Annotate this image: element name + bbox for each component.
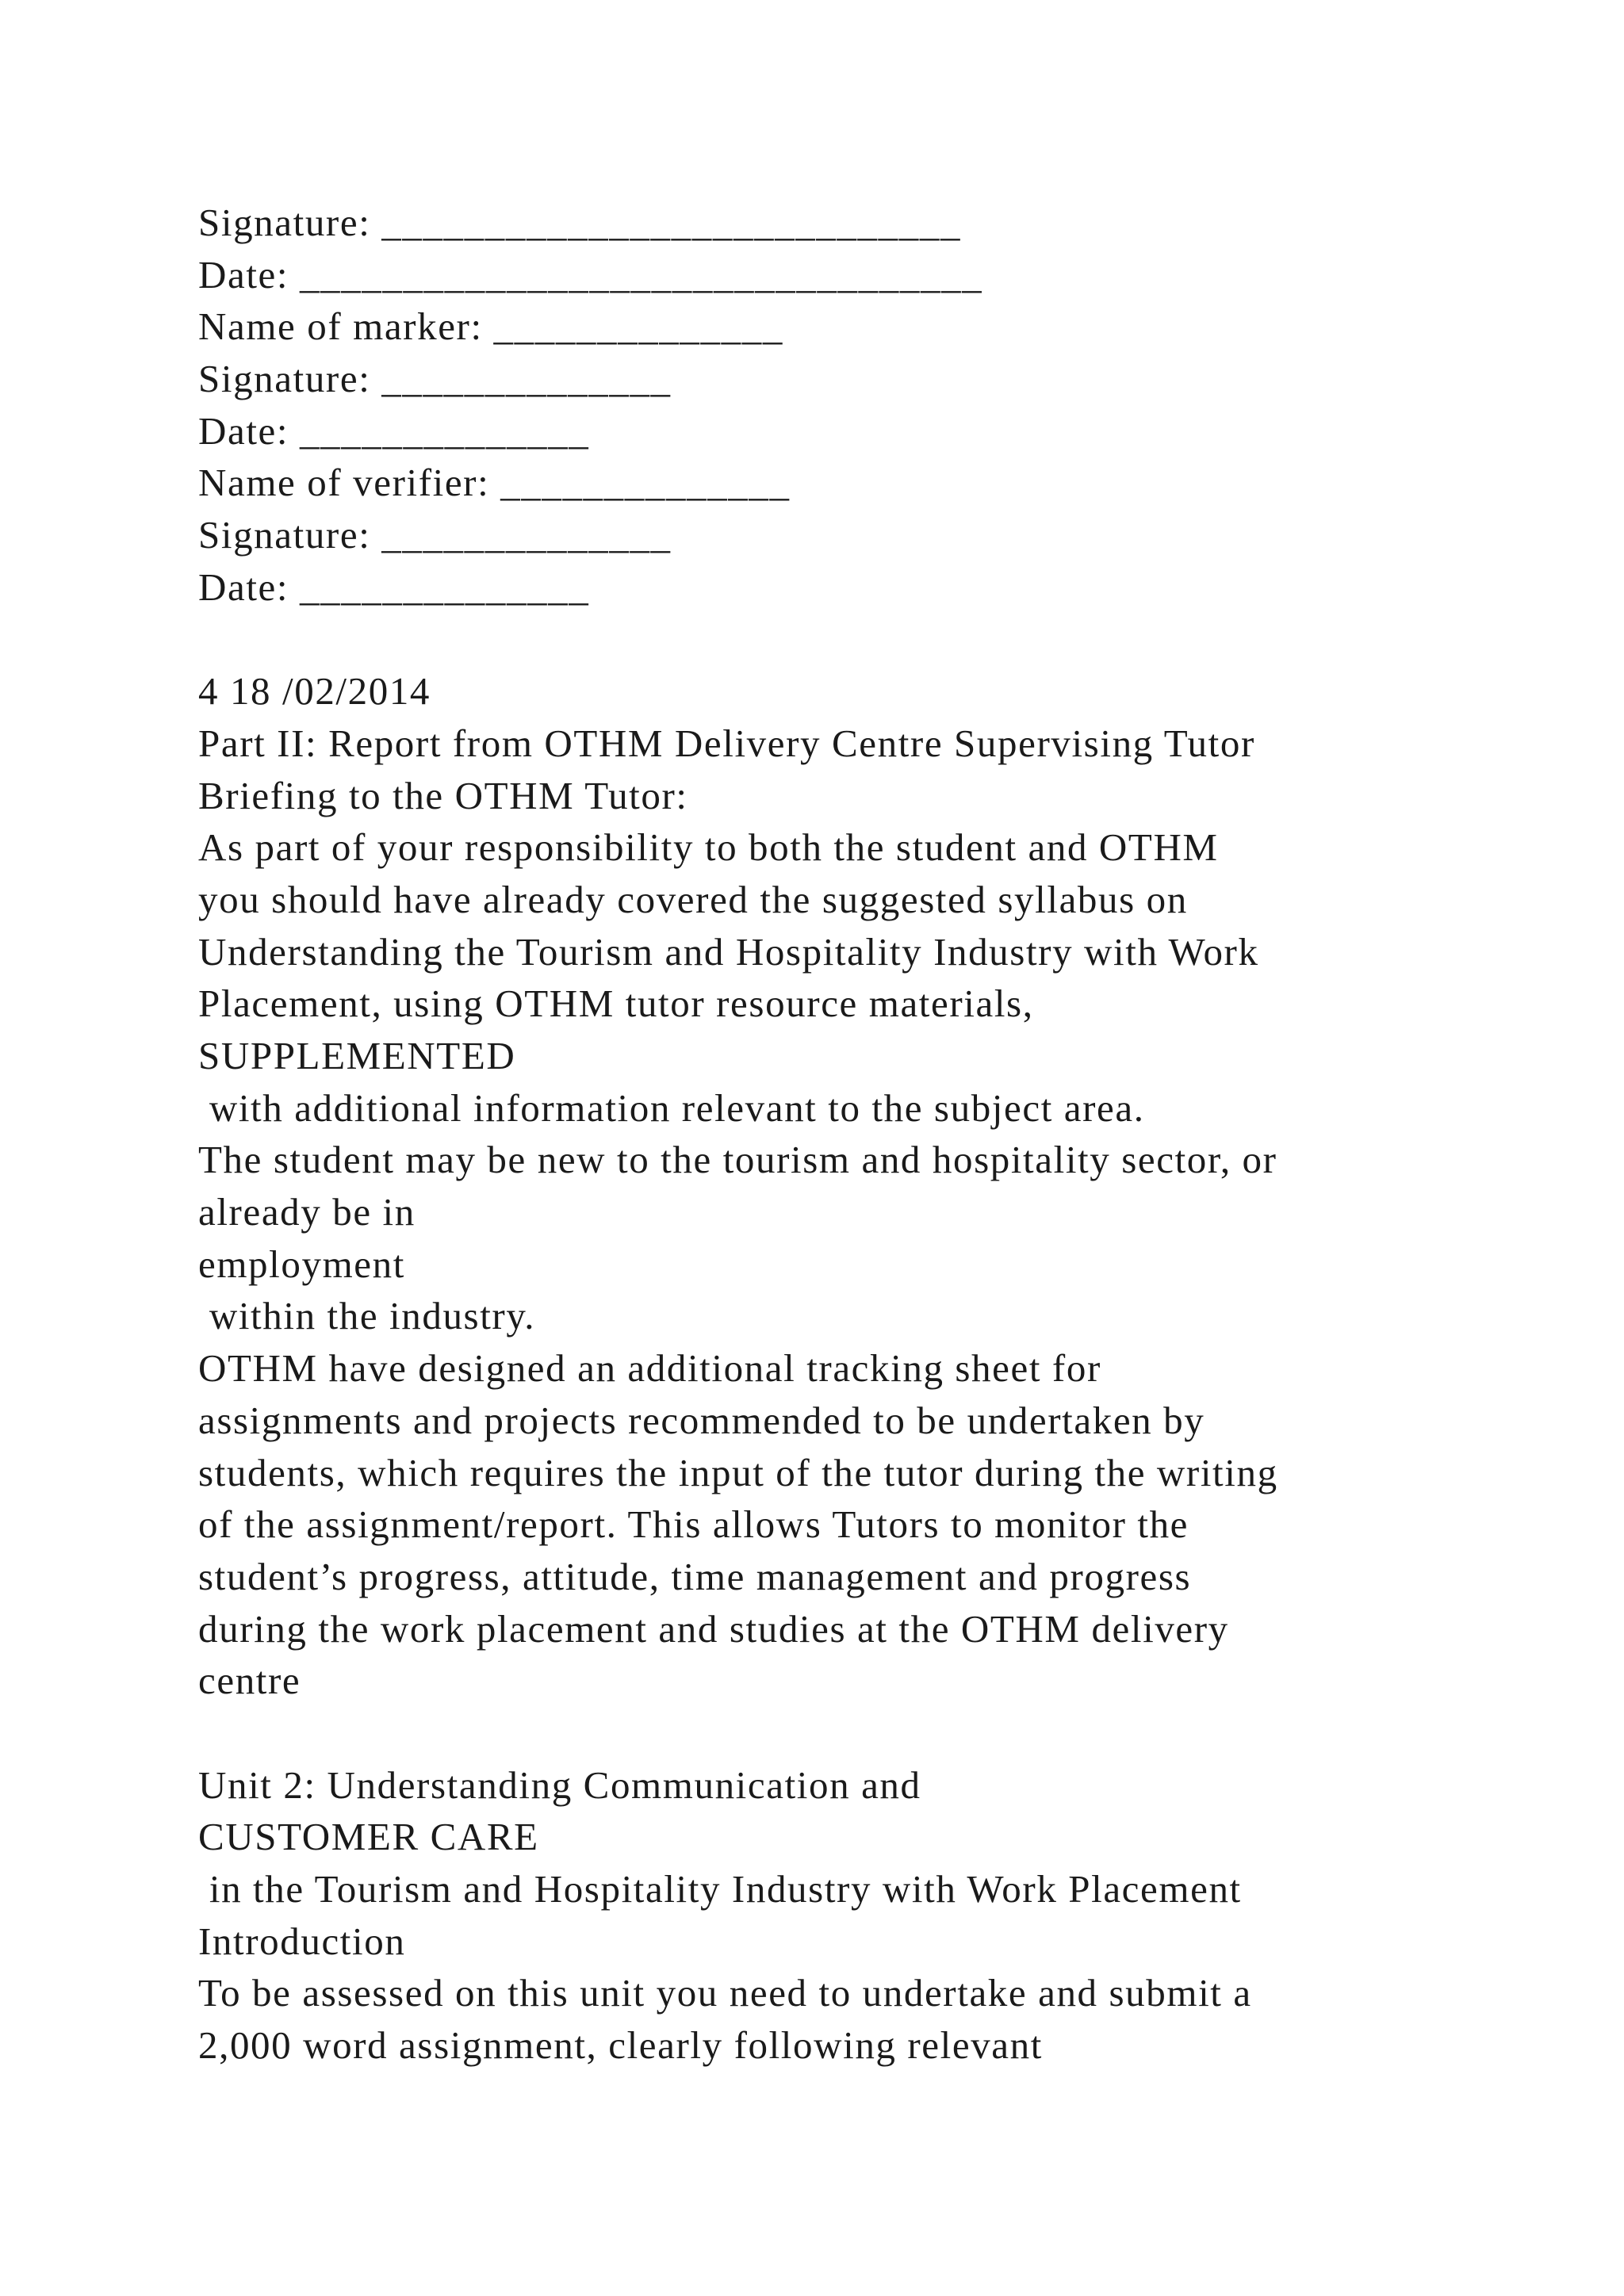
part-two-section bbox=[198, 718, 1546, 1707]
paragraph-line: OTHM have designed an additional tracking sheet for bbox=[198, 1346, 1101, 1391]
signature-line: Signature: ____________________________ bbox=[198, 201, 962, 244]
paragraph-line: with additional information relevant to the subject area. bbox=[198, 1085, 1145, 1130]
unit-heading: CUSTOMER CARE bbox=[198, 1815, 539, 1859]
paragraph-line: already be in bbox=[198, 1190, 416, 1234]
paragraph-line: of the assignment/report. This allows Tutors to monitor the bbox=[198, 1502, 1189, 1547]
section-heading: Part II: Report from OTHM Delivery Centre Supervising Tutor bbox=[198, 721, 1255, 765]
paragraph-line: 2,000 word assignment, clearly following relevant bbox=[198, 2023, 1043, 2068]
document-body bbox=[198, 197, 1546, 2072]
verifier-date-line: Date: ______________ bbox=[198, 564, 590, 609]
unit-heading: Unit 2: Understanding Communication and bbox=[198, 1762, 921, 1807]
paragraph-line: during the work placement and studies at the OTHM delivery bbox=[198, 1606, 1229, 1651]
date-line: Date: _________________________________ bbox=[198, 252, 983, 297]
paragraph-line: employment bbox=[198, 1242, 405, 1286]
paragraph-line: within the industry. bbox=[198, 1294, 536, 1338]
paragraph-line: assignments and projects recommended to be undertaken by bbox=[198, 1398, 1205, 1442]
unit-heading: in the Tourism and Hospitality Industry with Work Placement bbox=[198, 1867, 1242, 1911]
marker-name-line: Name of marker: ______________ bbox=[198, 304, 783, 349]
marker-signature-line: Signature: ______________ bbox=[198, 357, 672, 401]
paragraph-line: student’s progress, attitude, time management and progress bbox=[198, 1554, 1192, 1598]
verifier-name-line: Name of verifier: ______________ bbox=[198, 461, 791, 505]
marker-date-line: Date: ______________ bbox=[198, 408, 590, 453]
spacer bbox=[198, 1707, 1546, 1759]
paragraph-line: SUPPLEMENTED bbox=[198, 1034, 516, 1077]
paragraph-line: you should have already covered the suggested syllabus on bbox=[198, 877, 1188, 921]
spacer bbox=[198, 614, 1546, 666]
introduction-heading: Introduction bbox=[198, 1919, 406, 1963]
paragraph-line: centre bbox=[198, 1659, 301, 1703]
signature-section bbox=[198, 197, 1546, 614]
page-marker: 4 18 /02/2014 bbox=[198, 669, 431, 714]
paragraph-line: Understanding the Tourism and Hospitality Industry with Work bbox=[198, 929, 1259, 974]
paragraph-line: The student may be new to the tourism and hospitality sector, or bbox=[198, 1138, 1277, 1182]
verifier-signature-line: Signature: ______________ bbox=[198, 513, 672, 557]
briefing-heading: Briefing to the OTHM Tutor: bbox=[198, 773, 688, 817]
unit-two-section bbox=[198, 1759, 1546, 2072]
paragraph-line: As part of your responsibility to both the student and OTHM bbox=[198, 825, 1219, 870]
paragraph-line: To be assessed on this unit you need to undertake and submit a bbox=[198, 1971, 1252, 2015]
paragraph-line: Placement, using OTHM tutor resource materials, bbox=[198, 982, 1034, 1026]
paragraph-line: students, which requires the input of the tutor during the writing bbox=[198, 1450, 1278, 1494]
